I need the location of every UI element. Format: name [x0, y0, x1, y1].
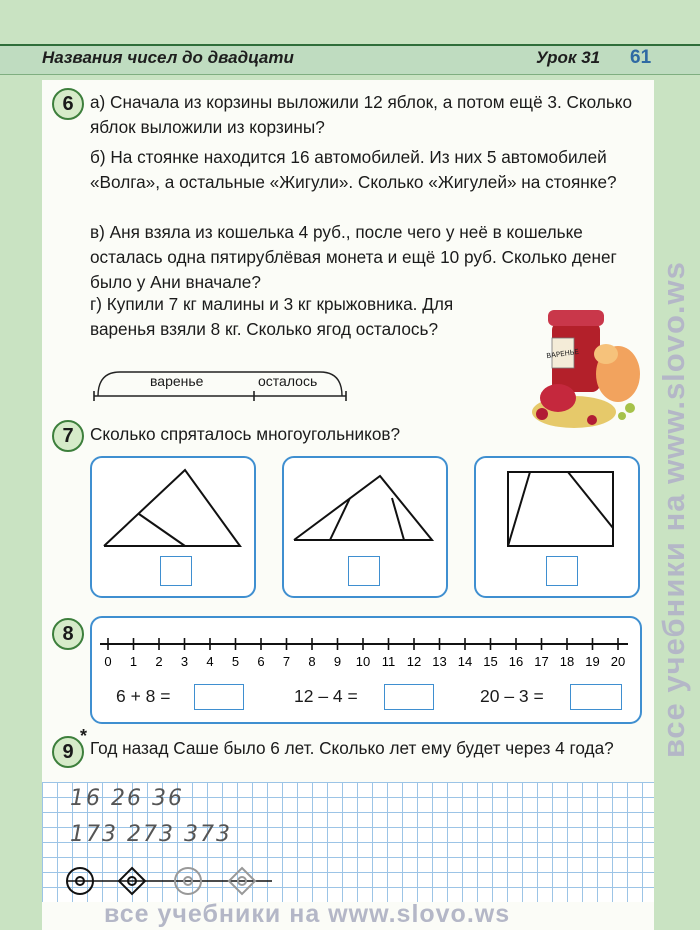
task-6b-text: б) На стоянке находится 16 автомобилей. Из них 5 автомобилей «Волга», а остальные «Жигули». Сколько «Жигулей» на стоянке? — [90, 147, 617, 192]
number-line-label: 18 — [559, 654, 575, 669]
number-line-label: 2 — [155, 654, 163, 669]
number-line-label: 9 — [333, 654, 342, 669]
task-6a-text: а) Сначала из корзины выложили 12 яблок, а потом ещё 3. Сколько яблок выложили из корзины? — [90, 92, 633, 137]
side-watermark: все учебники на www.slovo.ws — [656, 261, 691, 759]
task-9-badge: 9 — [52, 736, 84, 768]
jam-jar-illustration — [522, 292, 642, 432]
answer-box-eq-1[interactable] — [194, 684, 244, 710]
number-line-label: 17 — [534, 654, 549, 669]
number-line-label: 4 — [206, 654, 214, 669]
number-line-label: 5 — [231, 654, 240, 669]
answer-box-figure-1[interactable] — [160, 556, 192, 586]
equation-3: 20 – 3 = — [480, 686, 544, 706]
answer-box-figure-3[interactable] — [546, 556, 578, 586]
task-6c-text: в) Аня взяла из кошелька 4 руб., после чего у неё в кошельке осталась одна пятирублёвая монета и ещё 10 руб. Сколько денег было у Ани вначале? — [90, 222, 617, 292]
number-line-label: 6 — [257, 654, 265, 669]
number-line-label: 3 — [180, 654, 189, 669]
task-6d-text: г) Купили 7 кг малины и 3 кг крыжовника. Для варенья взяли 8 кг. Сколько ягод осталось? — [90, 294, 454, 339]
number-line-label: 10 — [355, 654, 371, 669]
bottom-watermark: все учебники на www.slovo.ws — [104, 900, 511, 928]
task-9-star: * — [80, 726, 88, 746]
number-line-label: 14 — [457, 654, 473, 669]
number-line-label: 0 — [104, 654, 112, 669]
number-line-label: 7 — [282, 654, 291, 669]
page-number: 61 — [630, 47, 652, 68]
task-6-badge: 6 — [52, 88, 84, 120]
figure-panel-2 — [282, 456, 448, 598]
task-8-badge: 8 — [52, 618, 84, 650]
number-line-label: 19 — [585, 654, 600, 669]
number-line-label: 1 — [129, 654, 138, 669]
pattern-row-2: 173 273 373 — [70, 822, 232, 847]
task-7-question: Сколько спряталось многоугольников? — [90, 424, 401, 444]
chapter-title: Названия чисел до двадцати — [42, 48, 294, 67]
number-line-label: 11 — [381, 654, 396, 669]
jar-label-text: ВАРЕНЬЕ — [545, 347, 580, 361]
diagram-label-rest: осталось — [258, 373, 318, 389]
equation-2: 12 – 4 = — [294, 686, 358, 706]
task-7-badge: 7 — [52, 420, 84, 452]
answer-box-figure-2[interactable] — [348, 556, 380, 586]
number-line-label: 12 — [406, 654, 422, 669]
answer-box-eq-3[interactable] — [570, 684, 622, 710]
diagram-label-jam: варенье — [150, 373, 204, 389]
pattern-row-1: 16 26 36 — [70, 786, 184, 811]
figure-panel-3 — [474, 456, 640, 598]
figure-panel-1 — [90, 456, 256, 598]
number-line — [92, 622, 636, 672]
number-line-label: 8 — [308, 654, 316, 669]
number-line-label: 20 — [610, 654, 626, 669]
equation-1: 6 + 8 = — [116, 686, 171, 706]
lesson-label: Урок 31 — [536, 48, 601, 67]
answer-box-eq-2[interactable] — [384, 684, 434, 710]
task-9-question: Год назад Саше было 6 лет. Сколько лет ему будет через 4 года? — [90, 738, 614, 758]
number-line-label: 16 — [508, 654, 524, 669]
shape-pattern-row — [60, 864, 280, 900]
number-line-label: 13 — [432, 654, 447, 669]
number-line-label: 15 — [483, 654, 498, 669]
